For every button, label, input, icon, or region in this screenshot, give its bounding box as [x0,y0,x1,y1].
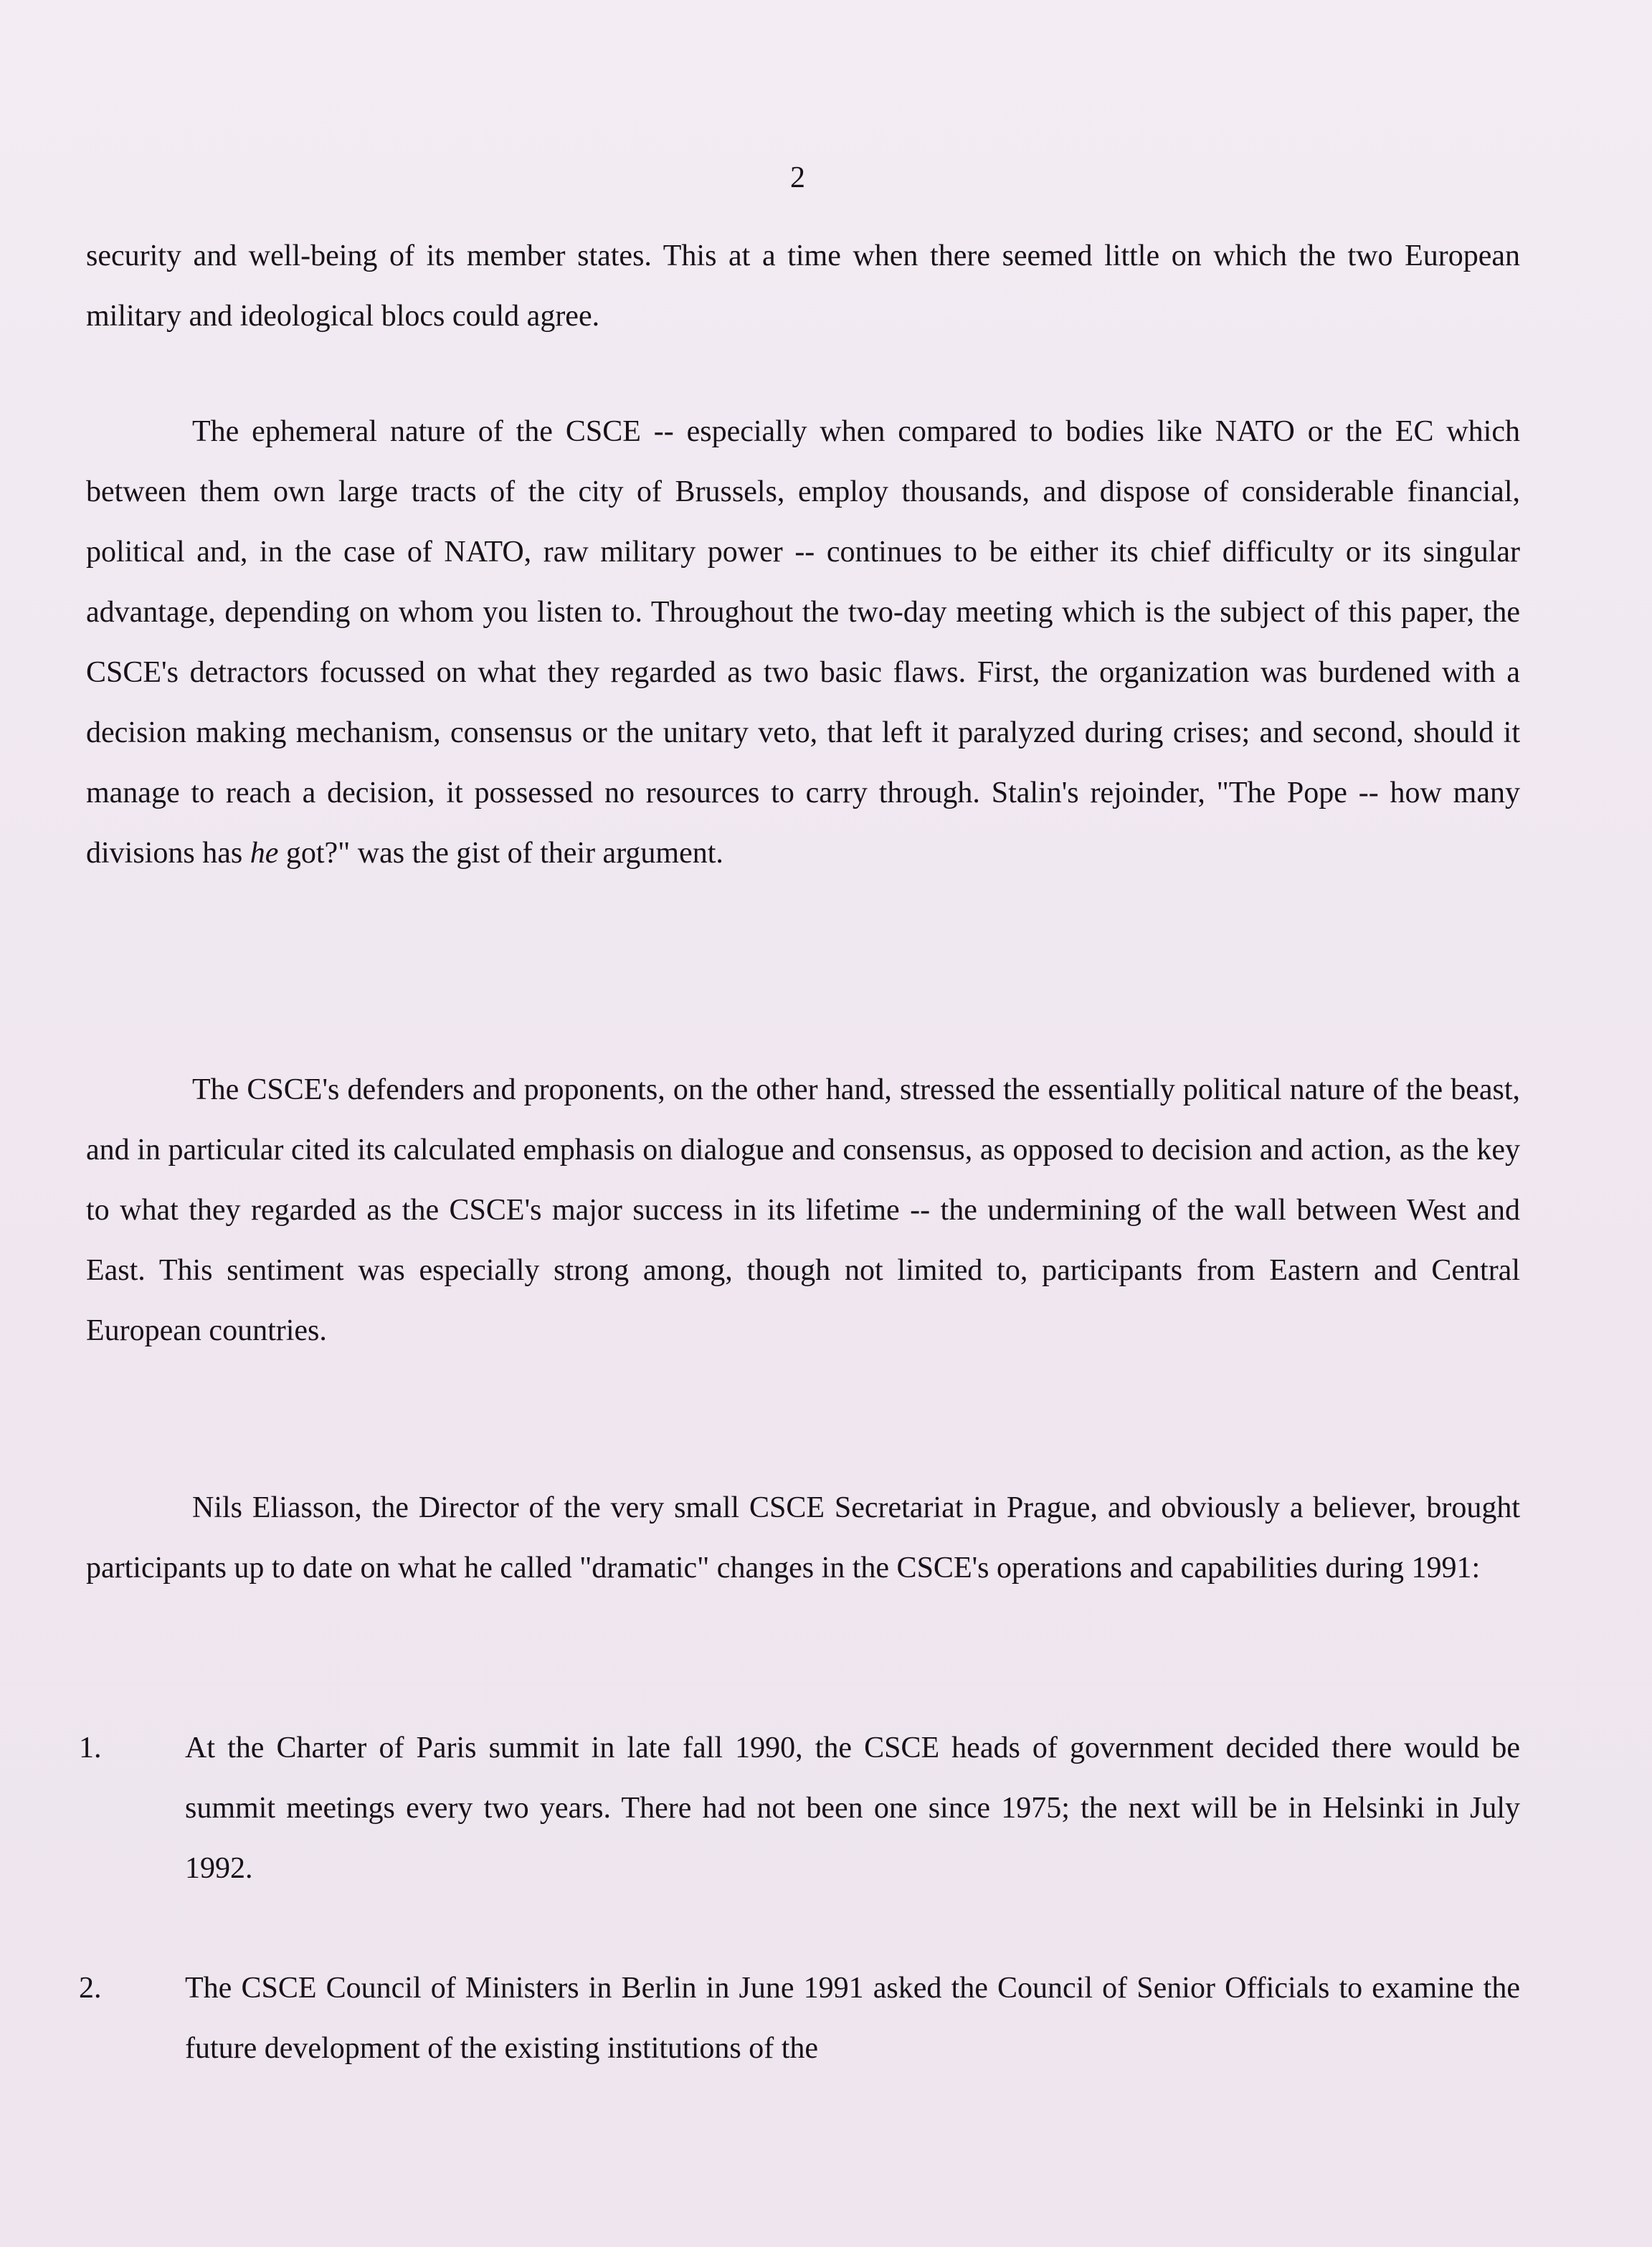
list-item-number: 1. [79,1731,102,1764]
list-item-text: At the Charter of Paris summit in late fall 1990, the CSCE heads of government decided there would be summit meetings every two years. There had not been one since 1975; the next will be in Helsinki in July 1992. [185,1731,1520,1885]
emphasis-he: he [250,837,279,870]
list-item-number: 2. [79,1972,102,2005]
paragraph-csce-nature [86,402,1520,883]
paragraph-csce-nature-end: got?" was the gist of their argument. [285,837,723,870]
list-item-text: The CSCE Council of Ministers in Berlin in June 1991 asked the Council of Senior Officials to examine the future development of the existing institutions of the [185,1972,1520,2065]
paragraph-csce-nature-text: The ephemeral nature of the CSCE -- especially when compared to bodies like NATO or the EC which between them own large tracts of the city of Brussels, employ thousands, and dispose of considerable financial, political and, in the case of NATO, raw military power -- continues to be either its chief difficulty or its singular advantage, depending on whom you listen to. Throughout the two-day meeting which is the subject of this paper, the CSCE's detractors focussed on what they regarded as two basic flaws. First, the organization was burdened with a decision making mechanism, consensus or the unitary veto, that left it paralyzed during crises; and second, should it manage to reach a decision, it possessed no resources to carry through. Stalin's rejoinder, "The Pope -- how many divisions has [86,415,1520,870]
paragraph-csce-defenders: The CSCE's defenders and proponents, on the other hand, stressed the essentially political nature of the beast, and in particular cited its calculated emphasis on dialogue and consensus, as opposed to decision and action, as the key to what they regarded as the CSCE's major success in its lifetime -- the undermining of the wall between West and East. This sentiment was especially strong among, though not limited to, participants from Eastern and Central European countries. [86,1073,1520,1347]
page-number: 2 [790,161,805,194]
paragraph-continuation: security and well-being of its member states. This at a time when there seemed little on which the two European military and ideological blocs could agree. [86,239,1520,333]
paragraph-eliasson: Nils Eliasson, the Director of the very small CSCE Secretariat in Prague, and obviously a believer, brought participants up to date on what he called "dramatic" changes in the CSCE's operations and capabilities during 1991: [86,1491,1520,1585]
